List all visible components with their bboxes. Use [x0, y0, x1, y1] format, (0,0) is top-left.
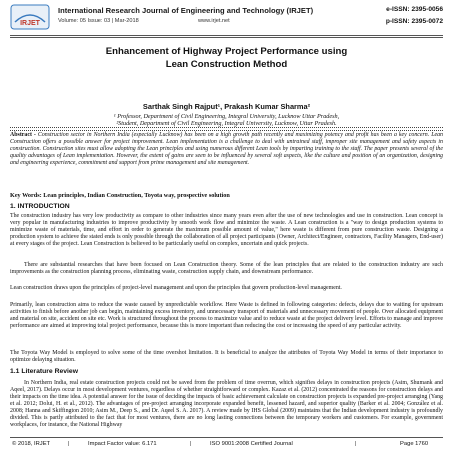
abstract-text: Construction sector in Northern India (especially Lucknow) has been on a high growth path recently and maximizing potency and profit has been a key concern. Lean Construction offers a possible answer for project improvement. Lean implementation is a challenge to deal with untrained staff, improper site management and safety aspects in construction. Construction sites must allow adopting the Lean principles and using numerous different Lean tools by imparting training to the staff. The paper presents several of the quality advantages of Lean implementation. However, the extent of gains are seen to be influenced by several soft aspects, like the culture and position of an organization, designing and engineering experience, commitment and support from prime management and site management.: [10, 132, 443, 167]
footer-separator: |: [355, 441, 357, 447]
journal-name: International Research Journal of Engineering and Technology (IRJET): [58, 6, 314, 15]
paper-title-line-2: Lean Construction Method: [165, 59, 288, 70]
page-footer: [10, 437, 443, 450]
p-issn: p-ISSN: 2395-0072: [385, 18, 443, 25]
irjet-logo: [10, 4, 50, 30]
header-divider: [10, 35, 443, 36]
keywords-label: Key Words:: [10, 192, 42, 199]
footer-separator: |: [190, 441, 192, 447]
footer-separator: |: [68, 441, 70, 447]
e-issn: e-ISSN: 2395-0056: [386, 6, 443, 13]
footer-copyright: © 2018, IRJET: [12, 441, 51, 447]
svg-text:IRJET: IRJET: [20, 20, 40, 27]
header-divider-2: [10, 37, 443, 38]
volume-issue: Volume: 05 Issue: 03 | Mar-2018: [58, 18, 139, 24]
introduction-heading: 1. INTRODUCTION: [10, 203, 70, 210]
intro-paragraph-3: Lean construction draws upon the principles of project-level management and upon the principles that govern production-level management.: [10, 285, 342, 291]
intro-paragraph-2: There are substantial researches that have been focused on Lean Construction theory. Some of the lean principles that are related to the construction industry are such improvements as the construction planning process, eliminating waste, construction supply chain, and downstream performance.: [10, 262, 443, 276]
journal-website[interactable]: www.irjet.net: [198, 18, 230, 24]
intro-paragraph-4: Primarily, lean construction aims to reduce the waste caused by unpredictable workflow. Here Waste is defined in following categories: defects, delays due to waiting for upstream activities to finish before another job can begin, maintaining excess inventory, and unnecessary transport of materials and unnecessary movement of people. Over allocated equipment and material on site, accident on site etc. Work is structured throughout the process to maximize value and to reduce waste at the project delivery level. Efforts to manage and improve performance are aimed at improving total project performance, because this is more important than reducing the cost or increasing the speed of any particular activity.: [10, 302, 443, 330]
journal-header: [10, 4, 443, 34]
logo-graphic: [10, 4, 50, 30]
abstract-label: Abstract -: [10, 132, 36, 138]
keywords: [10, 192, 443, 199]
affiliation-2: ²Student, Department of Civil Engineering, Integral University, Lucknow, Uttar Pradesh.: [116, 120, 337, 127]
footer-iso: ISO 9001:2008 Certified Journal: [210, 441, 293, 447]
affiliation-1: ¹ Professor, Department of Civil Engineering, Integral University, Lucknow Uttar Pradesh,: [113, 113, 340, 120]
footer-impact-factor: Impact Factor value: 6.171: [88, 441, 157, 447]
literature-review-heading: 1.1 Literature Review: [10, 368, 78, 375]
footer-page-number: Page 1760: [400, 441, 429, 447]
separator-line: [10, 127, 443, 131]
intro-paragraph-5: The Toyota Way Model is employed to solve some of the time overshot limitation. It is beneficial to analyze the attributes of Toyota Way Model in terms of their importance to optimize delaying situation.: [10, 350, 443, 364]
abstract: [10, 132, 443, 167]
keywords-text: Lean principles, Indian Construction, Toyota way, prospective solution: [43, 192, 230, 199]
intro-paragraph-1: The construction industry has very low productivity as compare to other industries since many years even after the use of new technologies and use in construction. Lean concept is very popular in manufacturing industries to improve productivity by smooth work flow and minimize the waste. A Lean construction is a "way to design production systems to minimize waste of materials, time, and effort in order to generate the maximum possible amount of value," here waste is different from pure construction waste. Designing a production system to achieve the stated ends is only possible through the collaboration of all project participants (Owner, Architect/Engineer, contractors, Facility Managers, End-user) at every stages of the project. Lean Construction is believed to be particularly useful on complex, uncertain and quick projects.: [10, 213, 443, 248]
journal-subline: [58, 18, 230, 24]
literature-paragraph-1: In Northern India, real estate construction projects could not be saved from the problem of time overrun, which signifies delays in construction projects (Asim, Shumank and Aqeel, 2017). Delays occur in most development ventures, regardless of whether straightforward or complex. Kazaz et al. (2012) concentrated the reasons for construction delays and their impacts on the time idea. A potential answer for the issue of deciding the impacts of basic achievement calculate on construction projects is expanded pre-project arranging (Yang et al. 2012; Dolui, H. et al., 2012). The advantages of pre-project arranging incorporate expanded benefit, lessened hazard, and superior quality (Barker et al. 2004; González et al. 2008; Hanna and Skiffington 2010; Asim M., Deep S., and Dr. Aqeel S. A. 2017). A review made by IHS Global (2009) maintains that the Indian development industry is profoundly divided. This is partly attributed to the fact that for most ventures, there are no long lasting connections between the temporary workers and customers. For example, government workplaces, for instance, the National Highway: [10, 380, 443, 429]
paper-title-line-1: Enhancement of Highway Project Performance using: [105, 46, 348, 57]
paper-authors: Sarthak Singh Rajput¹, Prakash Kumar Sharma²: [142, 102, 311, 111]
